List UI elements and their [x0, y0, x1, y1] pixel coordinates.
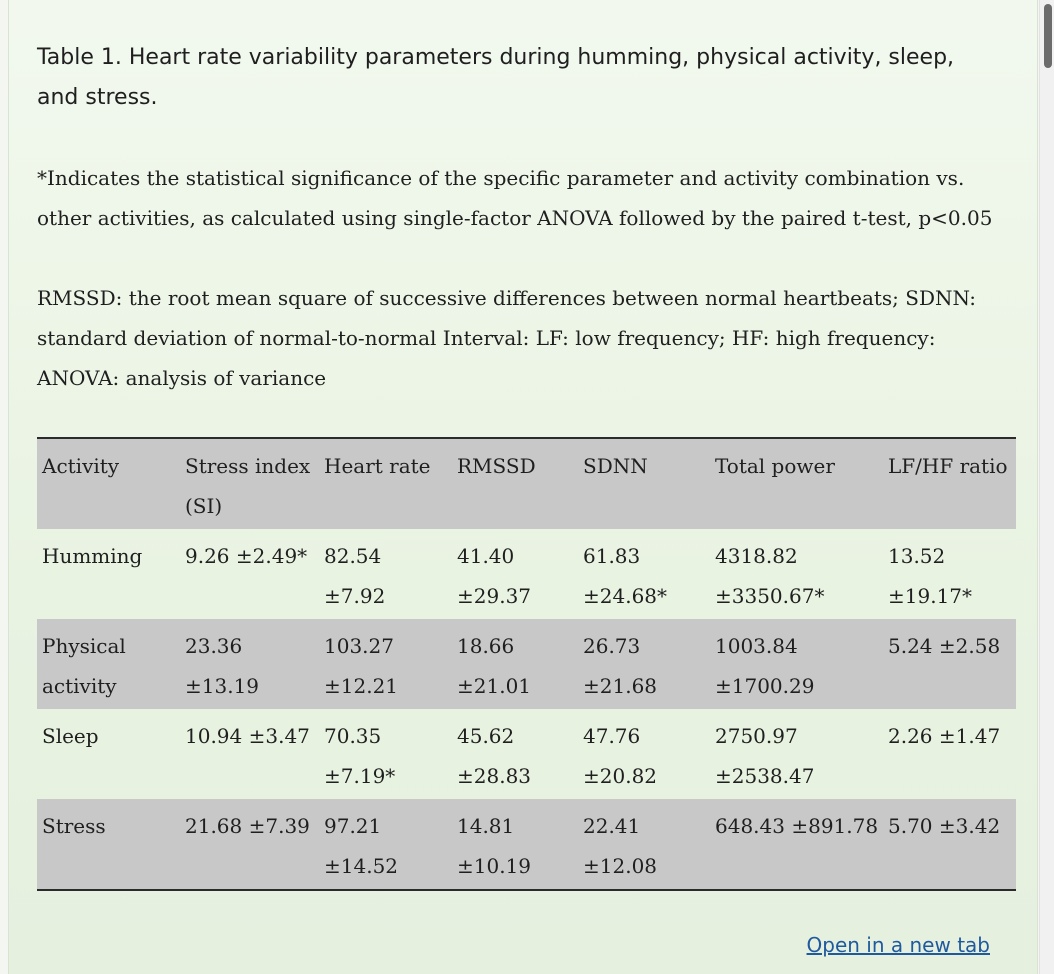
table-cell: 82.54 ±7.92	[324, 544, 386, 608]
header-heart-rate: Heart rate	[324, 454, 431, 478]
table-cell: 18.66 ±21.01	[457, 634, 532, 698]
header-rmssd: RMSSD	[457, 454, 536, 478]
table-row	[37, 709, 1016, 799]
table-cell: 26.73 ±21.68	[583, 634, 658, 698]
table-cell: 648.43 ±891.78	[715, 814, 879, 838]
vertical-scrollbar[interactable]	[1039, 0, 1054, 974]
table-cell: 23.36 ±13.19	[185, 634, 260, 698]
header-activity: Activity	[42, 454, 120, 478]
header-lf-hf-ratio: LF/HF ratio	[888, 454, 1008, 478]
table-caption-title: Table 1. Heart rate variability parameters during humming, physical activity, sleep, and stress.	[37, 45, 955, 110]
table-row	[37, 799, 1016, 890]
table-cell: Sleep	[42, 724, 99, 748]
table-cell: 21.68 ±7.39	[185, 814, 310, 838]
table-row	[37, 529, 1016, 619]
table-cell: Stress	[42, 814, 106, 838]
significance-note: *Indicates the statistical significance of the specific parameter and activity combination vs. other activities, as calculated using single-factor ANOVA followed by the paired t-test, p<0.05	[37, 166, 993, 230]
table-cell: 13.52 ±19.17*	[888, 544, 973, 608]
table-cell: 70.35 ±7.19*	[324, 724, 396, 788]
table-cell: 9.26 ±2.49*	[185, 544, 308, 568]
header-sdnn: SDNN	[583, 454, 648, 478]
table-cell: 97.21 ±14.52	[324, 814, 399, 878]
header-stress-index: Stress index (SI)	[185, 454, 311, 518]
table-cell: Humming	[42, 544, 143, 568]
table-cell: 5.70 ±3.42	[888, 814, 1001, 838]
table-cell: 2.26 ±1.47	[888, 724, 1001, 748]
table-header-row	[37, 438, 1016, 529]
hrv-table	[37, 437, 1016, 891]
table-cell: 1003.84 ±1700.29	[715, 634, 815, 698]
table-cell: 10.94 ±3.47	[185, 724, 310, 748]
open-in-new-tab-link[interactable]: Open in a new tab	[806, 933, 990, 957]
table-cell: 41.40 ±29.37	[457, 544, 532, 608]
table-row	[37, 619, 1016, 709]
table-cell: 47.76 ±20.82	[583, 724, 658, 788]
table-cell: 22.41 ±12.08	[583, 814, 658, 878]
table-cell: 14.81 ±10.19	[457, 814, 532, 878]
header-total-power: Total power	[715, 454, 835, 478]
table-cell: Physical activity	[42, 634, 126, 698]
abbreviations-note: RMSSD: the root mean square of successive differences between normal heartbeats; SDNN: standard deviation of normal-to-normal Interval: LF: low frequency; HF: high frequency: ANOVA: analysis of variance	[37, 286, 977, 390]
table-cell: 45.62 ±28.83	[457, 724, 532, 788]
table-cell: 61.83 ±24.68*	[583, 544, 668, 608]
table-cell: 2750.97 ±2538.47	[715, 724, 815, 788]
table-cell: 5.24 ±2.58	[888, 634, 1001, 658]
table-cell: 4318.82 ±3350.67*	[715, 544, 825, 608]
table-cell: 103.27 ±12.21	[324, 634, 399, 698]
table-panel	[8, 0, 1038, 974]
scrollbar-thumb[interactable]	[1044, 4, 1052, 68]
